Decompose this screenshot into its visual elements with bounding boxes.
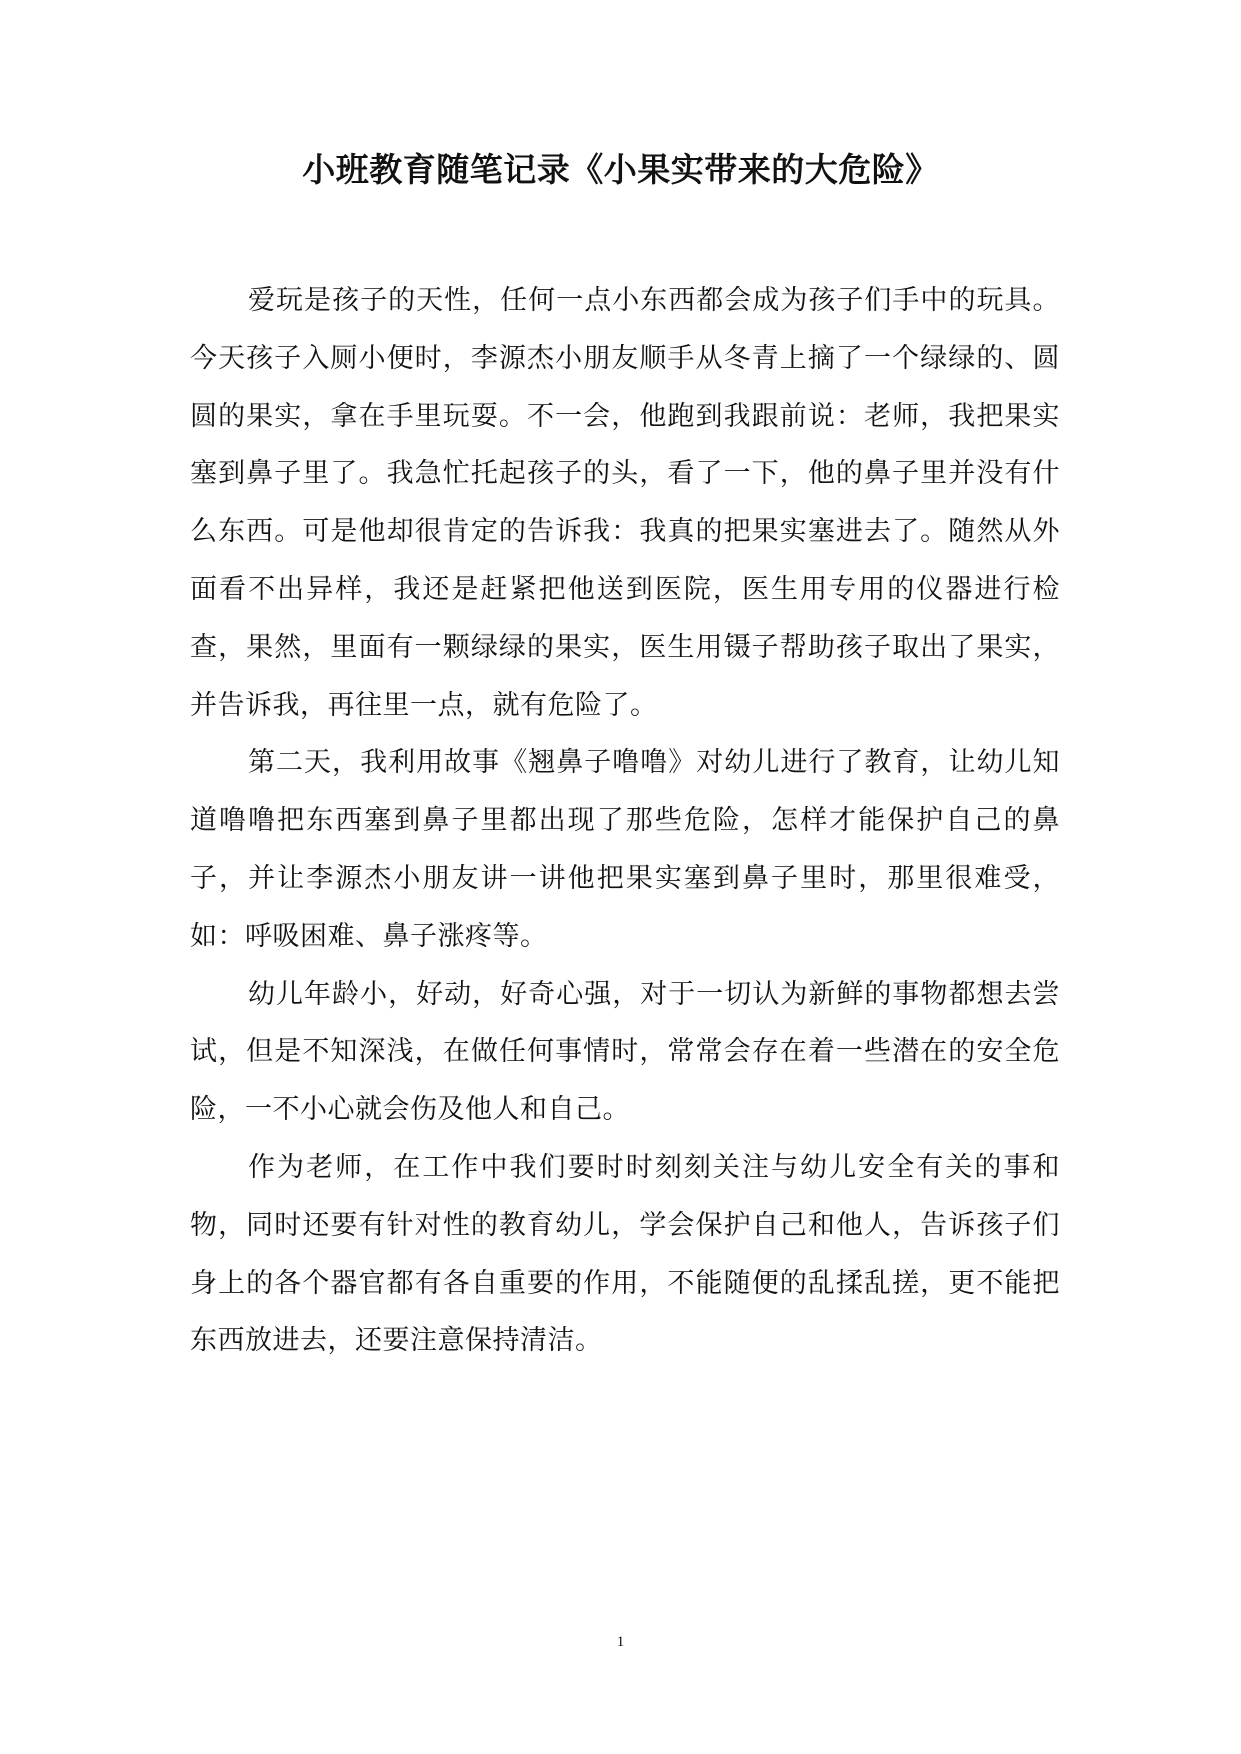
paragraph-4: 作为老师，在工作中我们要时时刻刻关注与幼儿安全有关的事和物，同时还要有针对性的教育幼儿，学会保护自己和他人，告诉孩子们身上的各个器官都有各自重要的作用，不能随便的乱揉乱搓，更不能把东西放进去，还要注意保持清洁。 <box>190 1151 1060 1357</box>
paragraph-3: 幼儿年龄小，好动，好奇心强，对于一切认为新鲜的事物都想去尝试，但是不知深浅，在做任何事情时，常常会存在着一些潜在的安全危险，一不小心就会伤及他人和自己。 <box>190 978 1060 1126</box>
paragraph-1: 爱玩是孩子的天性，任何一点小东西都会成为孩子们手中的玩具。今天孩子入厕小便时，李源杰小朋友顺手从冬青上摘了一个绿绿的、圆圆的果实，拿在手里玩耍。不一会，他跑到我跟前说：老师，我把果实塞到鼻子里了。我急忙托起孩子的头，看了一下，他的鼻子里并没有什么东西。可是他却很肯定的告诉我：我真的把果实塞进去了。随然从外面看不出异样，我还是赶紧把他送到医院，医生用专用的仪器进行检查，果然，里面有一颗绿绿的果实，医生用镊子帮助孩子取出了果实，并告诉我，再往里一点，就有危险了。 <box>190 285 1060 721</box>
document-body <box>190 272 1060 1370</box>
page-number: 1 <box>616 1634 625 1650</box>
document-title: 小班教育随笔记录《小果实带来的大危险》 <box>302 150 939 189</box>
paragraph-2: 第二天，我利用故事《翘鼻子噜噜》对幼儿进行了教育，让幼儿知道噜噜把东西塞到鼻子里都出现了那些危险，怎样才能保护自己的鼻子，并让李源杰小朋友讲一讲他把果实塞到鼻子里时，那里很难受，如：呼吸困难、鼻子涨疼等。 <box>190 747 1060 952</box>
